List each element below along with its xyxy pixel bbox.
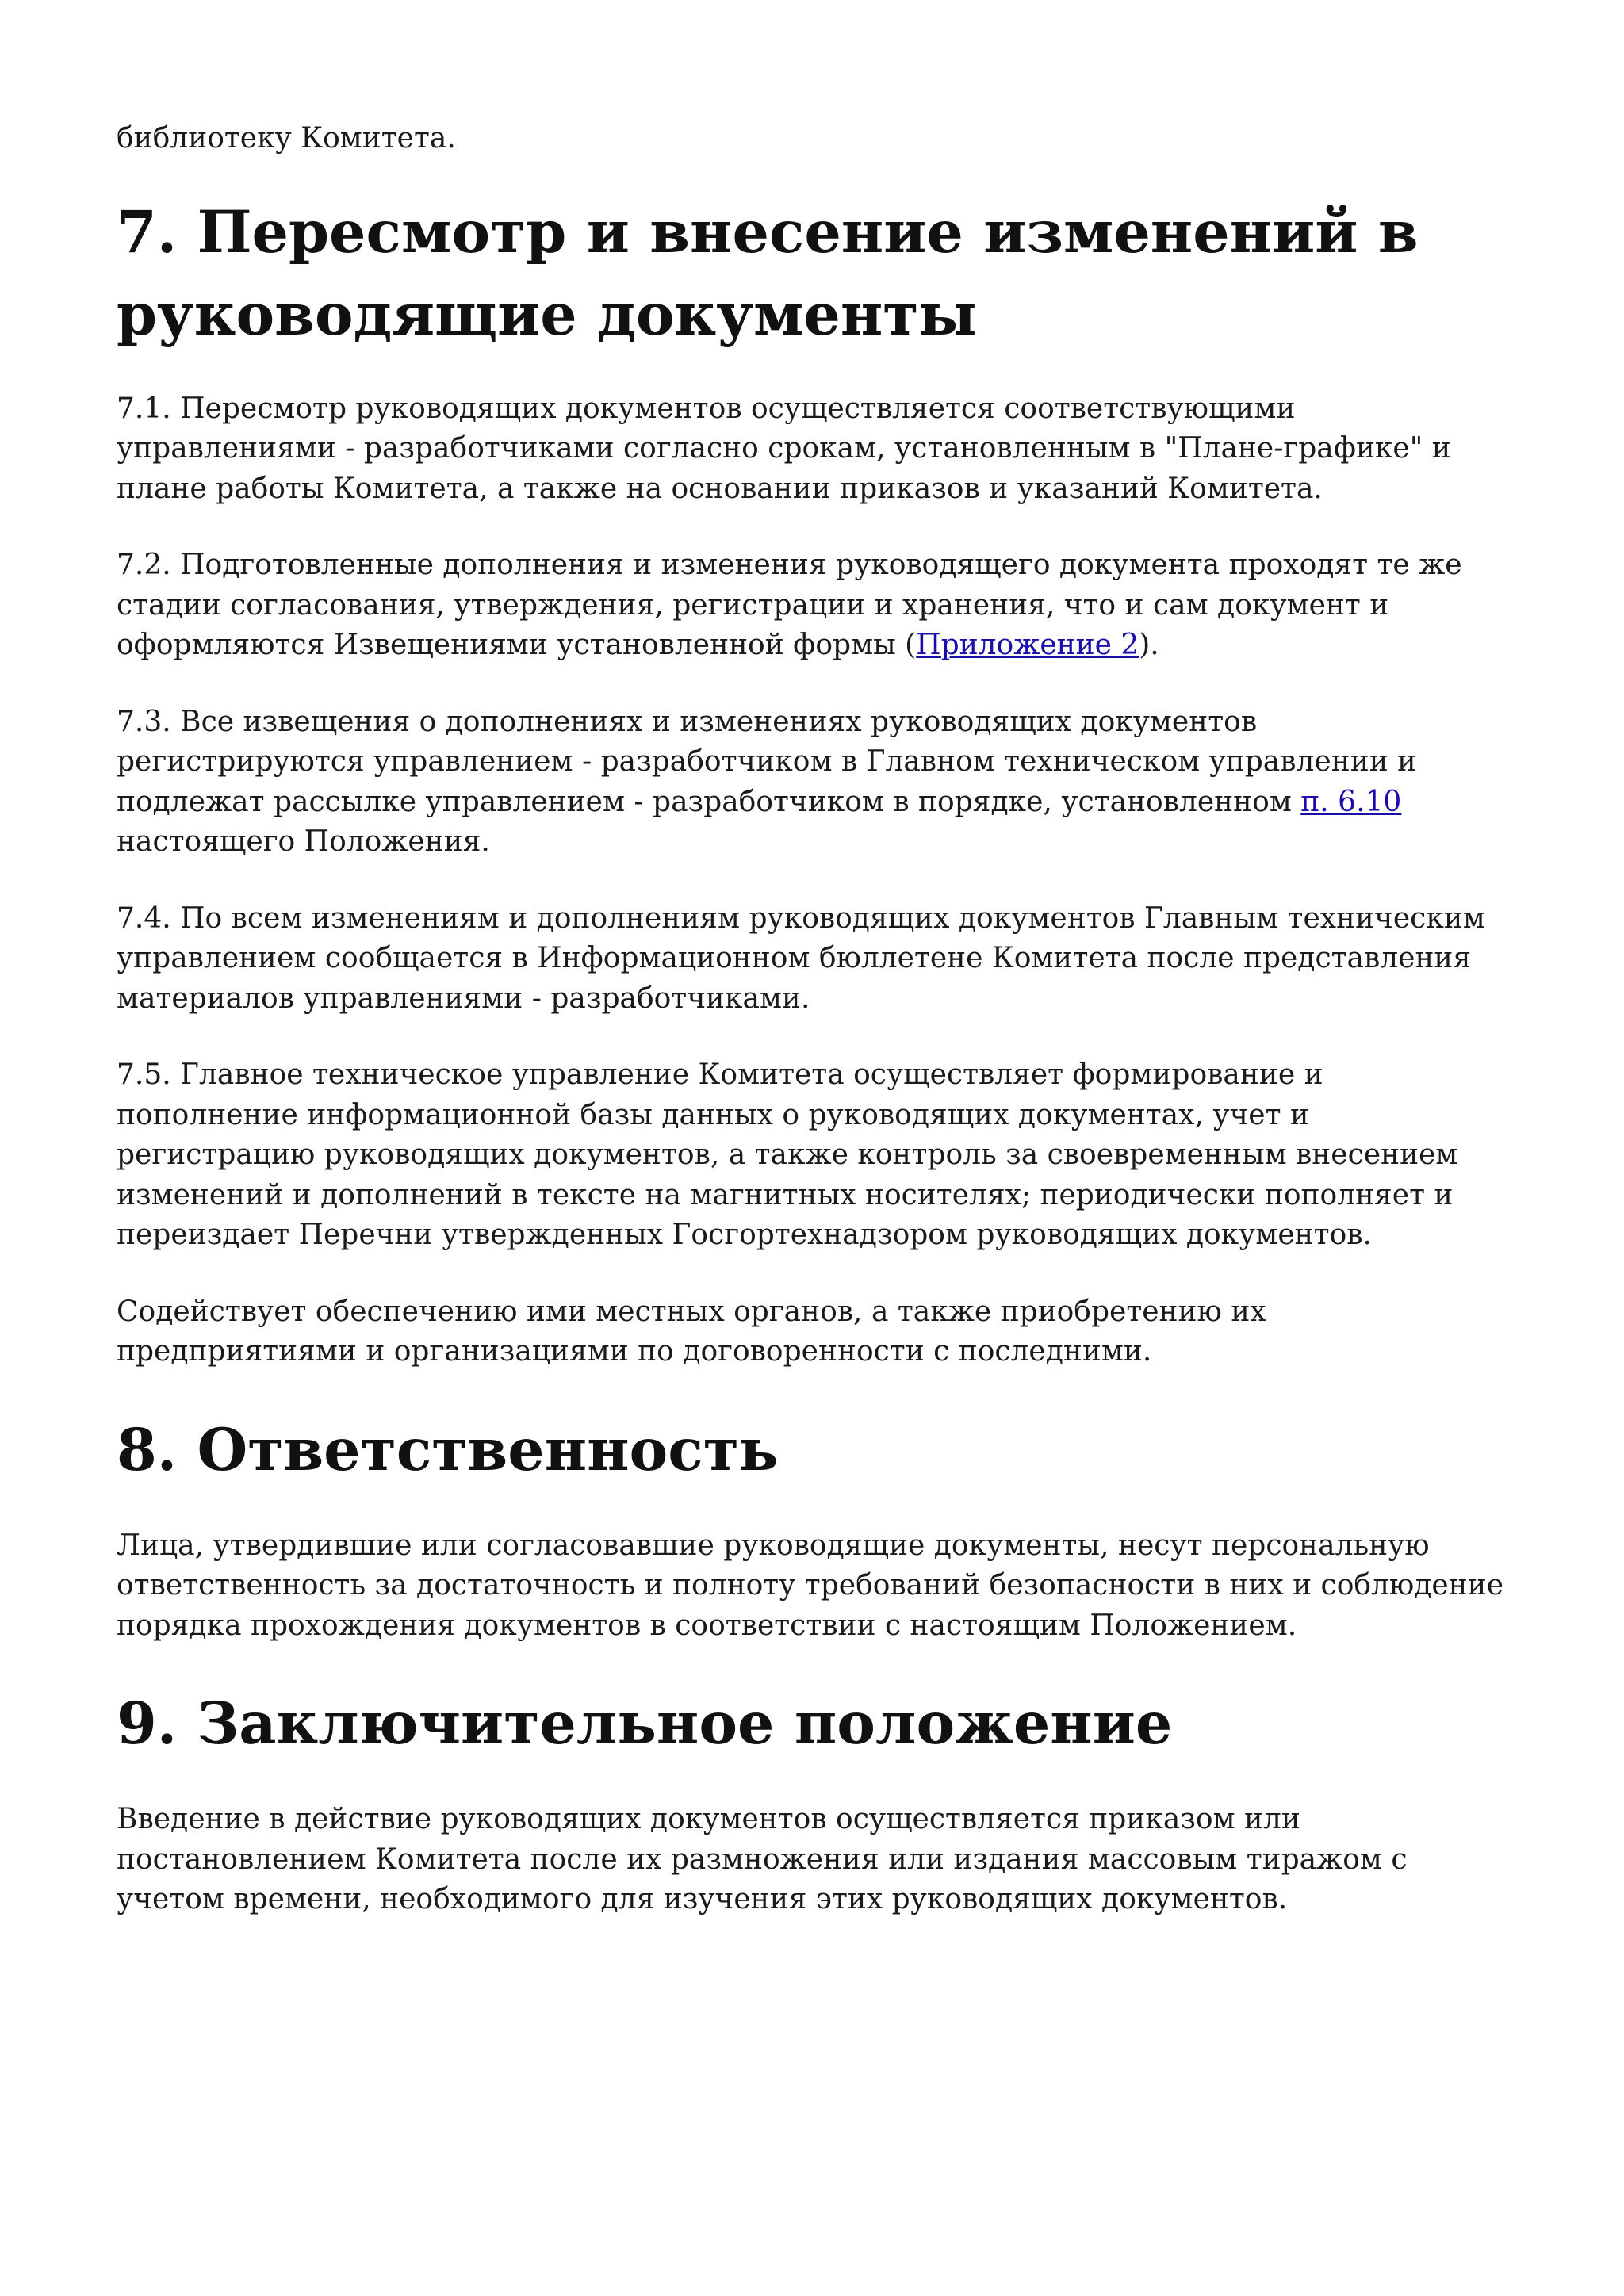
paragraph-7-3-text-before: 7.3. Все извещения о дополнениях и изменениях руководящих документов регистрируются управлением - разработчиком в Главном техническом управлении и подлежат рассылке управлением - разработчиком в порядке, установленном (117, 705, 1417, 818)
section-7-heading: 7. Пересмотр и внесение изменений в руководящие документы (117, 197, 1419, 349)
paragraph-7-3-text-after: настоящего Положения. (117, 825, 490, 858)
section-9-heading: 9. Заключительное положение (117, 1689, 1173, 1758)
paragraph-7-3 (117, 702, 1512, 863)
paragraph-7-2-text-after: ). (1139, 629, 1159, 661)
paragraph-7-2-text-before: 7.2. Подготовленные дополнения и изменения руководящего документа проходят те же стадии согласования, утверждения, регистрации и хранения, что и сам документ и оформляются Извещениями установленной формы ( (117, 549, 1462, 661)
paragraph-7-5-continued: Содействует обеспечению ими местных органов, а также приобретению их предприятиями и организациями по договоренности с последними. (117, 1295, 1266, 1368)
paragraph-9: Введение в действие руководящих документов осуществляется приказом или постановлением Комитета после их размножения или издания массовым тиражом с учетом времени, необходимого для изучения этих руководящих документов. (117, 1803, 1408, 1915)
paragraph-7-2 (117, 545, 1512, 666)
clause-6-10-link[interactable]: п. 6.10 (1300, 785, 1402, 818)
appendix-2-link[interactable]: Приложение 2 (916, 629, 1139, 661)
paragraph-8: Лица, утвердившие или согласовавшие руководящие документы, несут персональную ответственность за достаточность и полноту требований безопасности в них и соблюдение порядка прохождения документов в соответствии с настоящим Положением. (117, 1529, 1504, 1642)
paragraph-7-1: 7.1. Пересмотр руководящих документов осуществляется соответствующими управлениями - разработчиками согласно срокам, установленным в "Плане-графике" и плане работы Комитета, а также на основании приказов и указаний Комитета. (117, 392, 1451, 505)
paragraph-7-5: 7.5. Главное техническое управление Комитета осуществляет формирование и пополнение информационной базы данных о руководящих документах, учет и регистрацию руководящих документов, а также контроль за своевременным внесением изменений и дополнений в тексте на магнитных носителях; периодически пополняет и переиздает Перечни утвержденных Госгортехнадзором руководящих документов. (117, 1058, 1458, 1251)
paragraph-7-4: 7.4. По всем изменениям и дополнениям руководящих документов Главным техническим управлением сообщается в Информационном бюллетене Комитета после представления материалов управлениями - разработчиками. (117, 901, 1485, 1015)
section-8-heading: 8. Ответственность (117, 1415, 779, 1484)
document-page (117, 119, 1512, 1957)
intro-paragraph: библиотеку Комитета. (117, 122, 456, 155)
